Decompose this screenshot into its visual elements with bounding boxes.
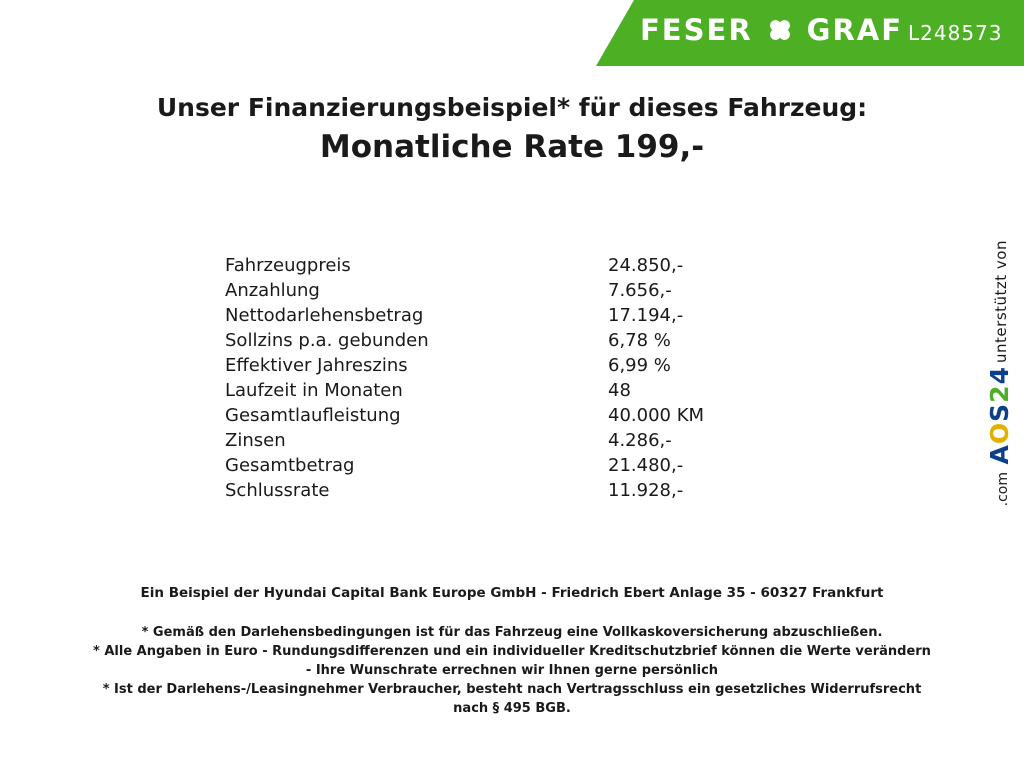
finance-table [225, 255, 785, 505]
finance-value: 24.850,- [608, 255, 684, 276]
finance-value: 40.000 KM [608, 405, 705, 426]
sponsor-domain: .com [995, 472, 1011, 507]
bank-disclaimer: Ein Beispiel der Hyundai Capital Bank Europe GmbH - Friedrich Ebert Anlage 35 - 60327 Frankfurt [140, 585, 884, 601]
finance-value: 17.194,- [608, 305, 684, 326]
finance-label: Gesamtbetrag [225, 455, 355, 476]
table-row [225, 305, 785, 330]
stock-number: L248573 [908, 21, 1003, 45]
footer-note: * Alle Angaben in Euro - Rundungsdifferenzen und ein individueller Kreditschutzbrief können die Werte verändern [93, 644, 931, 659]
footer-note: * Gemäß den Darlehensbedingungen ist für das Fahrzeug eine Vollkaskoversicherung abzuschließen. [141, 625, 883, 640]
table-row [225, 330, 785, 355]
finance-label: Anzahlung [225, 280, 320, 301]
table-row [225, 355, 785, 380]
page-footer [0, 584, 1024, 718]
finance-label: Effektiver Jahreszins [225, 355, 408, 376]
table-row [225, 430, 785, 455]
footer-note: * Ist der Darlehens-/Leasingnehmer Verbraucher, besteht nach Vertragsschluss ein gesetzliches Widerrufsrecht [102, 682, 922, 697]
page-title: Monatliche Rate 199,- [319, 129, 705, 165]
table-row [225, 455, 785, 480]
title-block [0, 92, 1024, 168]
sponsor-block [986, 240, 1020, 540]
finance-value: 4.286,- [608, 430, 672, 451]
brand-name-first: FESER [640, 13, 753, 47]
finance-value: 6,78 % [608, 330, 671, 351]
footer-note: - Ihre Wunschrate errechnen wir Ihnen gerne persönlich [305, 663, 719, 678]
finance-label: Fahrzeugpreis [225, 255, 351, 276]
sponsor-logo-s: S [985, 402, 1014, 422]
footer-note: nach § 495 BGB. [453, 701, 571, 716]
finance-label: Laufzeit in Monaten [225, 380, 403, 401]
table-row [225, 255, 785, 280]
sponsor-caption: unterstützt von [992, 240, 1010, 363]
finance-label: Sollzins p.a. gebunden [225, 330, 429, 351]
sponsor-logo-4: 4 [985, 366, 1014, 385]
sponsor-logo-a: A [985, 444, 1014, 465]
page-subtitle: Unser Finanzierungsbeispiel* für dieses Fahrzeug: [156, 93, 868, 122]
brand-logo [640, 13, 903, 47]
page-header [0, 0, 1024, 66]
table-row [225, 280, 785, 305]
footer-notes [0, 623, 1024, 718]
sponsor-logo [985, 366, 1014, 464]
finance-label: Schlussrate [225, 480, 330, 501]
table-row [225, 380, 785, 405]
finance-value: 21.480,- [608, 455, 684, 476]
finance-value: 6,99 % [608, 355, 671, 376]
finance-value: 11.928,- [608, 480, 684, 501]
brand-name-second: GRAF [806, 13, 904, 47]
finance-label: Gesamtlaufleistung [225, 405, 401, 426]
finance-label: Zinsen [225, 430, 286, 451]
finance-label: Nettodarlehensbetrag [225, 305, 424, 326]
sponsor-logo-2: 2 [985, 384, 1014, 403]
sponsor-logo-o: O [985, 421, 1014, 445]
clover-icon [767, 17, 793, 43]
table-row [225, 405, 785, 430]
finance-value: 7.656,- [608, 280, 672, 301]
finance-value: 48 [608, 380, 631, 401]
table-row [225, 480, 785, 505]
